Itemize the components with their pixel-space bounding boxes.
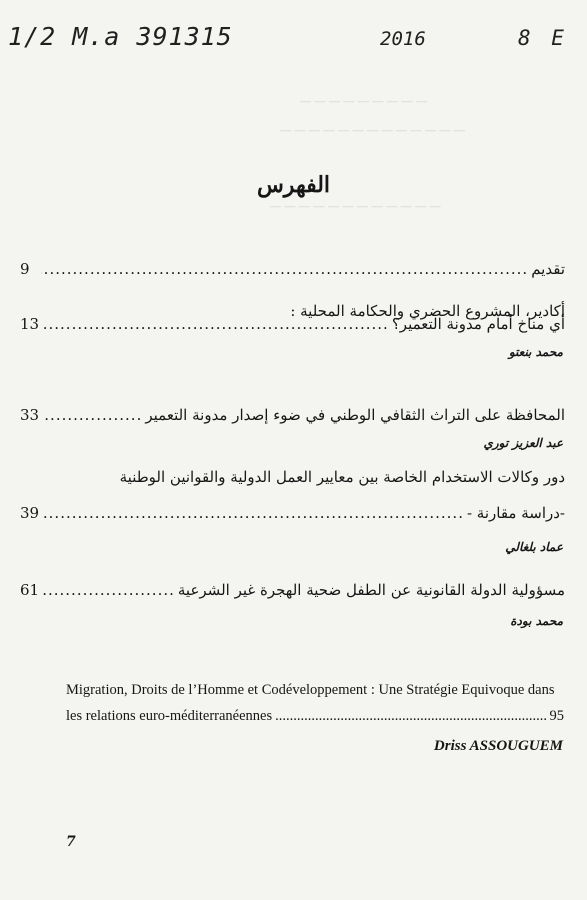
toc-entry-author: محمد بنعتو bbox=[508, 345, 563, 359]
toc-entry-page: 13 bbox=[20, 315, 40, 333]
toc-entry-title: المحافظة على التراث الثقافي الوطني في ضوء إصدار مدونة التعمير bbox=[145, 406, 565, 424]
toc-entry-heading: دور وكالات الاستخدام الخاصة بين معايير العمل الدولية والقوانين الوطنية bbox=[119, 468, 565, 486]
dot-leader bbox=[42, 404, 142, 426]
dot-leader bbox=[41, 258, 528, 280]
toc-entry-author: عبد العزيز توري bbox=[483, 436, 563, 450]
dot-leader bbox=[42, 313, 389, 335]
toc-entry-title: مسؤولية الدولة القانونية عن الطفل ضحية الهجرة غير الشرعية bbox=[177, 581, 565, 599]
toc-entry-page: 33 bbox=[20, 406, 40, 424]
toc-entry-page: 61 bbox=[20, 581, 40, 599]
toc-entry-title: les relations euro-méditerranéennes bbox=[66, 708, 273, 724]
toc-entry-page: 9 bbox=[20, 260, 30, 278]
toc-entry-author: Driss ASSOUGUEM bbox=[433, 738, 563, 754]
dot-leader bbox=[275, 706, 546, 726]
dot-leader bbox=[42, 502, 464, 524]
handwritten-year: 2016 bbox=[380, 28, 426, 50]
handwritten-code: 8 E bbox=[518, 26, 568, 50]
toc-entry-page: 39 bbox=[20, 504, 40, 522]
toc-entry-french-line1: Migration, Droits de l’Homme et Codéveloppement : Une Stratégie Equivoque dans bbox=[66, 682, 555, 698]
toc-entry-title: -دراسة مقارنة - bbox=[466, 504, 565, 522]
show-through-text: ― ― ― ― ― ― ― ― ― ― ― ― ― bbox=[280, 124, 465, 137]
toc-entry-title: تقديم bbox=[531, 260, 565, 278]
toc-entry-page: 95 bbox=[549, 708, 564, 724]
toc-entry-author: محمد بودة bbox=[510, 614, 563, 628]
toc-entry-title: أي مناخ أمام مدونة التعمير؟ bbox=[391, 315, 565, 333]
toc-entry bbox=[20, 502, 565, 524]
toc-entry bbox=[20, 404, 565, 426]
page-title: الفهرس bbox=[256, 172, 331, 198]
page-number: 7 bbox=[66, 834, 76, 850]
toc-entry bbox=[20, 313, 565, 335]
toc-entry bbox=[20, 579, 565, 601]
show-through-text: ― ― ― ― ― ― ― ― ― ― ― ― bbox=[270, 200, 441, 213]
toc-entry-heading: أكادير، المشروع الحضري والحكامة المحلية : bbox=[290, 302, 565, 320]
dot-leader bbox=[42, 579, 175, 601]
toc-entry bbox=[66, 706, 564, 726]
toc-entry-author: عماد بلغالي bbox=[505, 540, 563, 554]
handwritten-reference: 1/2 M.a 391315 bbox=[8, 22, 233, 51]
show-through-text: ― ― ― ― ― ― ― ― ― bbox=[300, 95, 427, 108]
toc-entry bbox=[20, 258, 565, 280]
